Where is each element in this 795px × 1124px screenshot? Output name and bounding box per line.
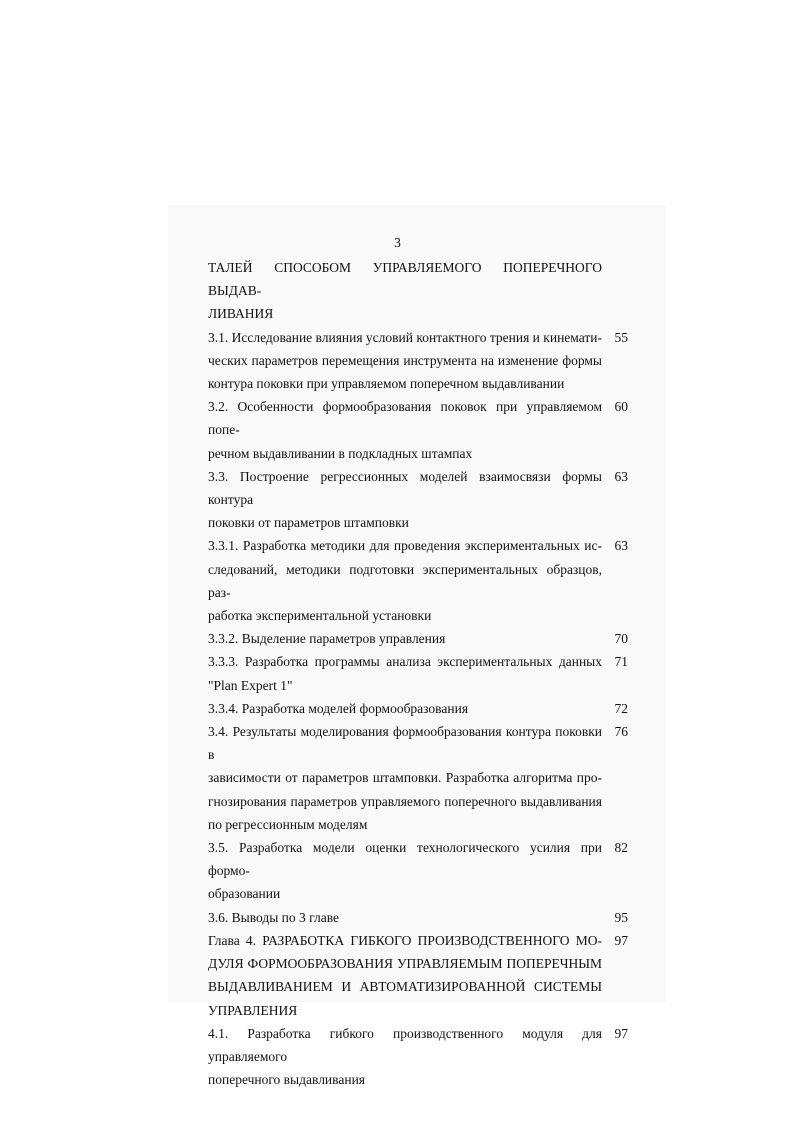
toc-entry-line: 3.3.1. Разработка методики для проведения экспериментальных ис- <box>208 538 602 554</box>
toc-entry-text <box>208 650 602 696</box>
toc-entry-line: по регрессионным моделям <box>208 816 368 832</box>
toc-entry-text <box>208 256 602 326</box>
toc-entry-text <box>208 465 602 535</box>
toc-entry <box>208 1022 628 1092</box>
toc-entry-line: гнозирования параметров управляемого поперечного выдавливания <box>208 793 602 809</box>
toc-entry-line: 3.4. Результаты моделирования формообразования контура поковки в <box>208 724 602 763</box>
toc-entry <box>208 326 628 396</box>
toc-page-number: 72 <box>614 700 628 716</box>
toc-entry-line: 3.5. Разработка модели оценки технологического усилия при формо- <box>208 840 602 879</box>
toc-entry-line: "Plan Expert 1" <box>208 677 293 693</box>
toc-entry-line: ВЫДАВЛИВАНИЕМ И АВТОМАТИЗИРОВАННОЙ СИСТЕМЫ <box>208 979 602 995</box>
toc-entry-line: поперечного выдавливания <box>208 1072 365 1088</box>
toc-entry-line: 4.1. Разработка гибкого производственного модуля для управляемого <box>208 1025 602 1064</box>
toc-entry-line: ческих параметров перемещения инструмента на изменение формы <box>208 352 602 368</box>
toc-page-number: 63 <box>614 468 628 484</box>
toc-entry-line: УПРАВЛЕНИЯ <box>208 1002 298 1018</box>
toc-entry-line: работка экспериментальной установки <box>208 608 432 624</box>
toc-entry-line: 3.3. Построение регрессионных моделей взаимосвязи формы контура <box>208 468 602 508</box>
toc-page-number: 60 <box>614 399 628 415</box>
table-of-contents <box>208 256 628 1091</box>
toc-entry-line: Глава 4. РАЗРАБОТКА ГИБКОГО ПРОИЗВОДСТВЕННОГО МО- <box>208 932 602 948</box>
toc-entry-line: образовании <box>208 886 281 902</box>
toc-page-number: 55 <box>614 329 628 345</box>
toc-entry-line: ТАЛЕЙ СПОСОБОМ УПРАВЛЯЕМОГО ПОПЕРЕЧНОГО ВЫДАВ- <box>208 260 602 299</box>
toc-entry-text <box>208 720 602 836</box>
toc-entry-text <box>208 929 602 1022</box>
toc-page-number: 82 <box>614 840 628 856</box>
toc-entry-text <box>208 697 602 720</box>
page-number: 3 <box>394 235 401 250</box>
toc-entry <box>208 720 628 836</box>
toc-page-number: 76 <box>614 724 628 740</box>
toc-entry-line: зависимости от параметров штамповки. Разработка алгоритма про- <box>208 770 602 786</box>
toc-entry <box>208 627 628 650</box>
toc-entry-line: следований, методики подготовки экспериментальных образцов, раз- <box>208 561 602 600</box>
toc-entry-text <box>208 627 602 650</box>
toc-entry <box>208 465 628 535</box>
toc-entry <box>208 256 628 326</box>
toc-entry-text <box>208 836 602 906</box>
toc-page-number: 97 <box>614 932 628 948</box>
toc-entry-line: поковки от параметров штамповки <box>208 515 409 531</box>
toc-entry <box>208 906 628 929</box>
toc-entry-text <box>208 395 602 465</box>
toc-entry <box>208 697 628 720</box>
toc-entry <box>208 395 628 465</box>
toc-entry-line: ЛИВАНИЯ <box>208 306 274 322</box>
toc-entry-text <box>208 534 602 627</box>
toc-entry-line: 3.1. Исследование влияния условий контактного трения и кинемати- <box>208 329 602 345</box>
toc-entry-text <box>208 1022 602 1092</box>
toc-page-number: 71 <box>614 654 628 670</box>
toc-entry-text <box>208 906 602 929</box>
toc-entry-line: ДУЛЯ ФОРМООБРАЗОВАНИЯ УПРАВЛЯЕМЫМ ПОПЕРЕЧНЫМ <box>208 956 602 972</box>
toc-entry <box>208 534 628 627</box>
toc-entry-line: контура поковки при управляемом поперечном выдавливании <box>208 376 565 392</box>
toc-entry-line: речном выдавливании в подкладных штампах <box>208 445 473 461</box>
toc-page-number: 95 <box>614 909 628 925</box>
toc-page-number: 70 <box>614 631 628 647</box>
toc-entry-line: 3.2. Особенности формообразования поковок при управляемом попе- <box>208 399 602 438</box>
toc-entry <box>208 650 628 696</box>
toc-entry <box>208 836 628 906</box>
toc-entry-line: 3.3.4. Разработка моделей формообразования <box>208 700 469 716</box>
toc-entry <box>208 929 628 1022</box>
toc-page-number: 63 <box>614 538 628 554</box>
toc-entry-line: 3.6. Выводы по 3 главе <box>208 909 339 925</box>
toc-entry-line: 3.3.3. Разработка программы анализа экспериментальных данных <box>208 654 602 670</box>
toc-entry-text <box>208 326 602 396</box>
toc-page-number: 97 <box>614 1025 628 1041</box>
toc-entry-line: 3.3.2. Выделение параметров управления <box>208 631 446 647</box>
